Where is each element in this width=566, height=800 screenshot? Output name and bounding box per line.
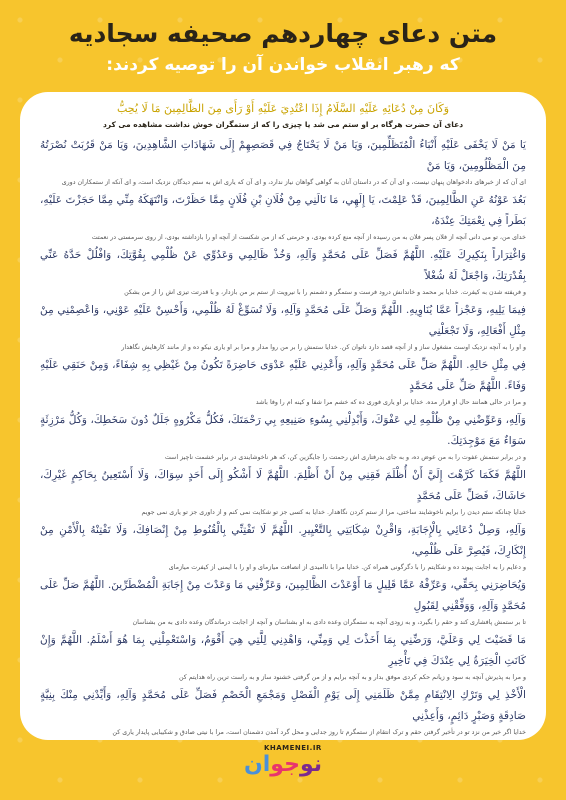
verse-persian: و در برابر ستمش عفوت را به من عوض ده، و به جای بدرفتاری اش رحمتت را جایگزین کن، که هر ناخوشایندی در برابر خشمت ناچیز است bbox=[164, 454, 526, 461]
page-title: متن دعای چهاردهم صحیفه سجادیه bbox=[68, 19, 498, 48]
logo-part-2: جو bbox=[270, 752, 300, 777]
logo-site-label: KHAMENEI.IR bbox=[263, 744, 322, 752]
verse-arabic: يَا مَنْ لَا يَخْفَى عَلَيْهِ أَنْبَاءُ الْمُتَظَلِّمِينَ، وَيَا مَنْ لَا يَحْتَاجُ فِي قَصَصِهِمْ إِلَى شَهَادَاتِ الشَّاهِدِينَ، وَيَا مَنْ قَرُبَتْ نُصْرَتُهُ مِنَ الْمَظْلُومِينَ، وَيَا مَنْ bbox=[40, 139, 526, 172]
verse-arabic: بَعُدَ عَوْنُهُ عَنِ الظَّالِمِينَ، قَدْ عَلِمْتَ، يَا إِلَهِي، مَا نَالَنِي مِنْ فُلَانِ بْنِ فُلَانٍ مِمَّا حَظَرْتَ، وَانْتَهَكَهُ مِنِّي مِمَّا حَجَزْتَ عَلَيْهِ، بَطَراً فِي نِعْمَتِكَ عِنْدَهُ، bbox=[40, 194, 526, 227]
logo-part-3: ان bbox=[243, 752, 271, 777]
verse-persian: و او را به آنچه نزدیک اوست مشغول ساز و از آنچه قصد دارد ناتوان کن. خدایا ستمش را بر من روا مدار و مرا بر او یاری نیکو ده و از مانند کارهایش نگاهدار bbox=[121, 344, 526, 351]
verse-arabic: وَيُحَاضِرَنِي بِحَقِّي، وَعَرِّفْهُ عَمَّا قَلِيلٍ مَا أَوْعَدْتَ الظَّالِمِينَ، وَعَرِّفْنِي مَا وَعَدْتَ مِنْ إِجَابَةِ الْمُضْطَرِّينَ. اللَّهُمَّ صَلِّ عَلَى مُحَمَّدٍ وَآلِهِ، وَوَفِّقْنِي لِقَبُولِ bbox=[40, 579, 526, 612]
verse-persian: تا بر ستمش پافشاری کند و حقم را بگیرد، و به زودی آنچه به ستمگران وعده دادی به او بشناسان و آنچه از اجابت درماندگان وعده دادی به من بشناسان bbox=[132, 619, 526, 626]
logo-part-1: نو bbox=[299, 752, 323, 777]
verse-persian: و مرا به پذیرش آنچه به سود و زیانم حکم کردی موفق بدار و به آنچه برایم و از من گرفتی خشنود ساز و به راست ترین راه هدایتم کن bbox=[178, 674, 526, 681]
verse-arabic: وَاغْتِرَاراً بِنَكِيرِكَ عَلَيْهِ. اللَّهُمَّ فَصَلِّ عَلَى مُحَمَّدٍ وَآلِهِ، وَخُذْ ظَالِمِي وَعَدُوِّي عَنْ ظُلْمِي بِقُوَّتِكَ، وَافْلُلْ حَدَّهُ عَنِّي بِقُدْرَتِكَ، وَاجْعَلْ لَهُ شُغْلاً bbox=[40, 249, 526, 282]
page-subtitle: که رهبر انقلاب خواندن آن را توصیه کردند: bbox=[106, 55, 460, 75]
verse-arabic: مَا قَضَيْتَ لِي وَعَلَيَّ، وَرَضِّنِي بِمَا أَخَذْتَ لِي وَمِنِّي، وَاهْدِنِي لِلَّتِي هِيَ أَقْوَمُ، وَاسْتَعْمِلْنِي بِمَا هُوَ أَسْلَمُ. اللَّهُمَّ وَإِنْ كَانَتِ الْخِيَرَةُ لِي عِنْدَكَ فِي تَأْخِيرِ bbox=[40, 634, 526, 667]
footer-logo bbox=[0, 744, 566, 778]
verse-arabic: فِيمَا يَلِيهِ، وَعَجْزاً عَمَّا يُنَاوِيهِ. اللَّهُمَّ وَصَلِّ عَلَى مُحَمَّدٍ وَآلِهِ، وَلَا تُسَوِّغْ لَهُ ظُلْمِي، وَأَحْسِنْ عَلَيْهِ عَوْنِي، وَاعْصِمْنِي مِنْ مِثْلِ أَفْعَالِهِ، وَلَا تَجْعَلْنِي bbox=[40, 304, 526, 337]
verse-persian: و دعایم را به اجابت پیوند ده و شکایتم را با دگرگونی همراه کن. خدایا مرا با ناامیدی از انصافت میازمای و او را با ایمنی از کیفرت میازمای bbox=[168, 564, 526, 571]
logo bbox=[244, 744, 322, 778]
verse-persian: و فریفته شدن به کیفرت. خدایا بر محمد و خاندانش درود فرست و ستمگر و دشمنم را با نیرویت از ستم بر من بازدار، و با قدرتت تیزی اش را از من بشکن bbox=[124, 289, 526, 296]
verse-arabic: اللَّهُمَّ فَكَمَا كَرَّهْتَ إِلَيَّ أَنْ أُظْلَمَ فَقِنِي مِنْ أَنْ أَظْلِمَ. اللَّهُمَّ لَا أَشْكُو إِلَى أَحَدٍ سِوَاكَ، وَلَا أَسْتَعِينُ بِحَاكِمٍ غَيْرِكَ، حَاشَاكَ، فَصَلِّ عَلَى مُحَمَّدٍ bbox=[40, 469, 526, 502]
verse-arabic: وَآلِهِ، وَصِلْ دُعَائِي بِالْإِجَابَةِ، وَاقْرِنْ شِكَايَتِي بِالتَّغْيِيرِ. اللَّهُمَّ لَا تَفْتِنِّي بِالْقُنُوطِ مِنْ إِنْصَافِكَ، وَلَا تَفْتِنْهُ بِالْأَمْنِ مِنْ إِنْكَارِكَ، فَيُصِرَّ عَلَى ظُلْمِي، bbox=[40, 524, 526, 557]
verse-arabic: الْأَخْذِ لِي وَتَرْكِ الِانْتِقَامِ مِمَّنْ ظَلَمَنِي إِلَى يَوْمِ الْفَصْلِ وَمَجْمَعِ الْخَصْمِ فَصَلِّ عَلَى مُحَمَّدٍ وَآلِهِ، وَأَيِّدْنِي مِنْكَ بِنِيَّةٍ صَادِقَةٍ وَصَبْرٍ دَائِمٍ، وَأَعِذْنِي bbox=[40, 689, 526, 722]
verse-persian: و مرا در حالی همانند حال او قرار مده. خدایا بر او یاری فوری ده که خشم مرا شفا و کینه ام را وفا باشد bbox=[255, 399, 526, 406]
logo-wordmark bbox=[244, 752, 322, 778]
verse-persian: خدایا اگر خیر من نزد تو در تأخیر گرفتن حقم و ترک انتقام از ستمگرم تا روز جدایی و محل گرد آمدن دشمنان است، مرا با نیتی صادق و شکیبایی پایدار یاری کن bbox=[112, 729, 526, 736]
header bbox=[0, 18, 566, 76]
prayer-content bbox=[40, 100, 526, 740]
intro-arabic: وَكَانَ مِنْ دُعَائِهِ عَلَيْهِ السَّلَامُ إِذَا اعْتُدِيَ عَلَيْهِ أَوْ رَأَى مِنَ الظَّالِمِينَ مَا لَا يُحِبُّ bbox=[116, 102, 450, 115]
verse-list bbox=[40, 135, 526, 740]
intro-persian: دعای آن حضرت هرگاه بر او ستم می شد یا چیزی را که از ستمگران خوش نداشت مشاهده می کرد bbox=[102, 120, 464, 129]
verse-persian: خدای من، تو می دانی آنچه از فلان پسر فلان به من رسیده از آنچه منع کرده بودی، و حرمتی که از من شکست از آنچه او را بازداشته بودی، از روی سرمستی در نعمتت bbox=[91, 234, 526, 241]
verse-persian: ای آن که از خبرهای دادخواهان پنهان نیست، و ای آن که در داستان آنان به گواهی گواهان نیاز ندارد، و ای آن که یاری اش به ستم دیدگان نزدیک است، و ای آنکه از ستمکاران دوری bbox=[61, 179, 526, 186]
verse-persian: خدایا چنانکه ستم دیدن را برایم ناخوشایند ساختی، مرا از ستم کردن نگاهدار. خدایا به کسی جز تو شکایت نمی کنم و از داوری جز تو یاری نمی جویم bbox=[141, 509, 526, 516]
verse-arabic: فِي مِثْلِ حَالِهِ. اللَّهُمَّ صَلِّ عَلَى مُحَمَّدٍ وَآلِهِ، وَأَعْدِنِي عَلَيْهِ عَدْوَى حَاضِرَةً تَكُونُ مِنْ غَيْظِي بِهِ شِفَاءً، وَمِنْ حَنَقِي عَلَيْهِ وَفَاءً. اللَّهُمَّ صَلِّ عَلَى مُحَمَّدٍ bbox=[40, 359, 526, 392]
verse-arabic: وَآلِهِ، وَعَوِّضْنِي مِنْ ظُلْمِهِ لِي عَفْوَكَ، وَأَبْدِلْنِي بِسُوءِ صَنِيعِهِ بِي رَحْمَتَكَ، فَكُلُّ مَكْرُوهٍ جَلَلٌ دُونَ سَخَطِكَ، وَكُلُّ مَرْزِئَةٍ سَوَاءٌ مَعَ مَوْجِدَتِكَ. bbox=[40, 414, 526, 447]
prayer-card bbox=[20, 92, 546, 740]
